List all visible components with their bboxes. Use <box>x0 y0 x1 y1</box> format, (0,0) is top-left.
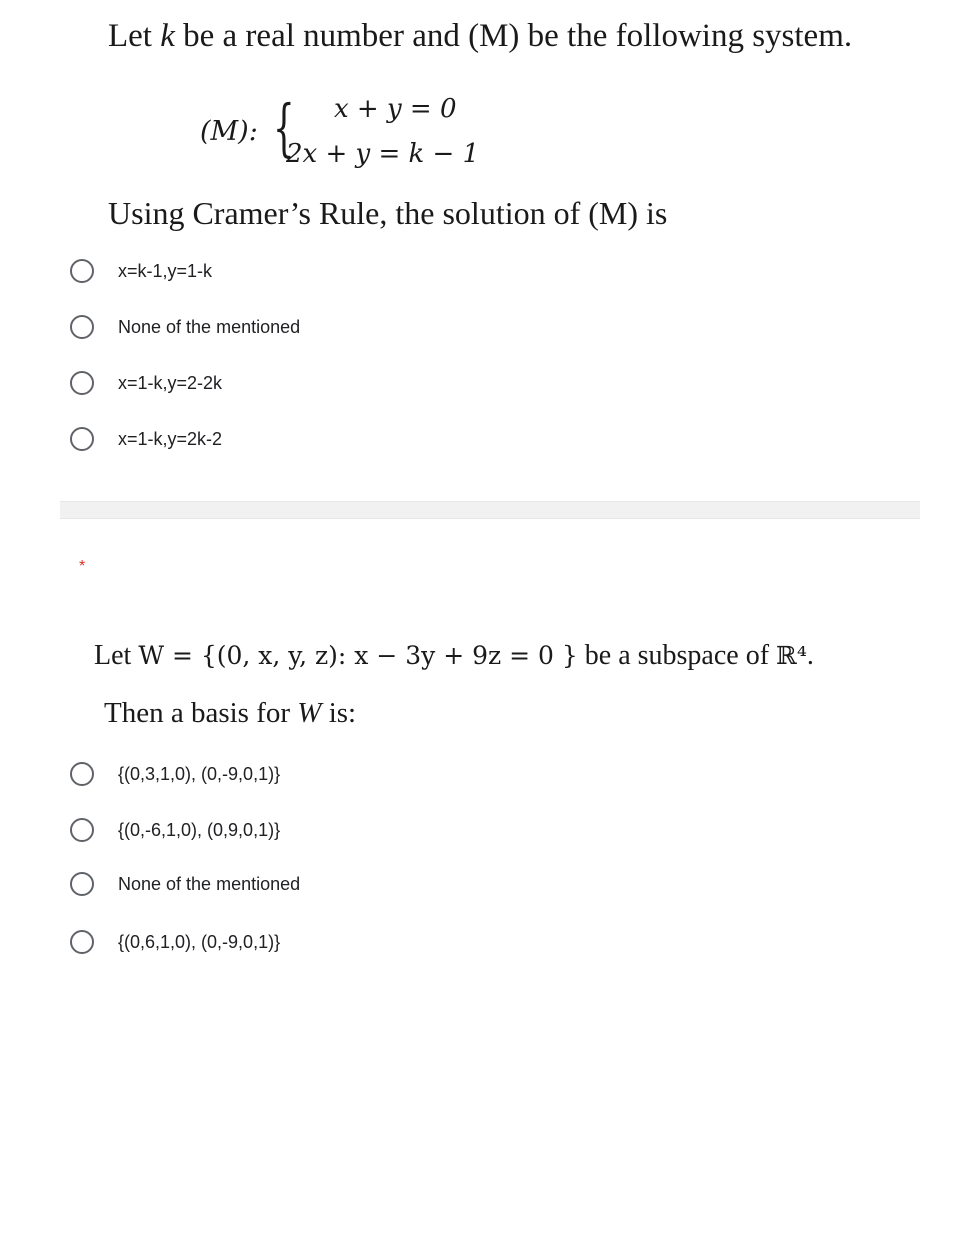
question2-intro-space: ℝ⁴ <box>776 641 807 670</box>
system-brace: { <box>273 91 295 164</box>
q1-option-1[interactable] <box>70 256 212 286</box>
system-equation-1: x + y = 0 <box>334 94 457 124</box>
q2-option-3-label[interactable]: None of the mentioned <box>118 873 301 894</box>
question1-intro-after: be a real number and (M) be the following system. <box>174 18 853 54</box>
q1-option-3-label[interactable]: x=1-k,y=2-2k <box>118 372 223 393</box>
q1-option-3[interactable] <box>70 368 222 398</box>
radio-button[interactable] <box>70 315 94 339</box>
equation-system <box>200 92 560 182</box>
q2-option-1-label[interactable]: {(0,3,1,0), (0,-9,0,1)} <box>118 763 281 784</box>
question2-intro <box>94 640 814 672</box>
q2-option-2-label[interactable]: {(0,-6,1,0), (0,9,0,1)} <box>118 819 281 840</box>
radio-button[interactable] <box>70 371 94 395</box>
required-marker: * <box>79 558 86 575</box>
question2-intro-let: Let <box>94 640 139 671</box>
question2-prompt <box>104 697 356 730</box>
radio-button[interactable] <box>70 818 94 842</box>
question2-prompt-before: Then a basis for <box>104 697 298 729</box>
q2-option-1[interactable] <box>70 759 280 789</box>
question2-intro-end: . <box>806 640 814 671</box>
question1-intro-var: k <box>160 18 175 54</box>
question2-prompt-var: W <box>297 697 322 729</box>
q1-option-2[interactable] <box>70 312 300 342</box>
q2-option-3[interactable] <box>70 869 300 899</box>
radio-button[interactable] <box>70 427 94 451</box>
radio-button[interactable] <box>70 872 94 896</box>
q1-option-4[interactable] <box>70 424 222 454</box>
radio-button[interactable] <box>70 930 94 954</box>
question1-prompt: Using Cramer’s Rule, the solution of (M) is <box>108 195 668 231</box>
question1-intro-before: Let <box>108 18 161 54</box>
question2-prompt-after: is: <box>321 697 357 729</box>
system-equation-2: 2x + y = k − 1 <box>286 139 480 169</box>
q2-option-4-label[interactable]: {(0,6,1,0), (0,-9,0,1)} <box>118 931 281 952</box>
q1-option-1-label[interactable]: x=k-1,y=1-k <box>118 260 213 281</box>
question-divider <box>60 501 920 519</box>
question2-intro-set: W = {(0, x, y, z): x − 3y + 9z = 0 } <box>138 641 578 670</box>
q1-option-2-label[interactable]: None of the mentioned <box>118 316 301 337</box>
question2-intro-tail: be a subspace of <box>577 640 777 671</box>
system-label: (M): <box>200 116 258 147</box>
question1-intro <box>108 18 852 55</box>
q2-option-2[interactable] <box>70 815 280 845</box>
q1-option-4-label[interactable]: x=1-k,y=2k-2 <box>118 428 223 449</box>
radio-button[interactable] <box>70 259 94 283</box>
q2-option-4[interactable] <box>70 927 280 957</box>
radio-button[interactable] <box>70 762 94 786</box>
